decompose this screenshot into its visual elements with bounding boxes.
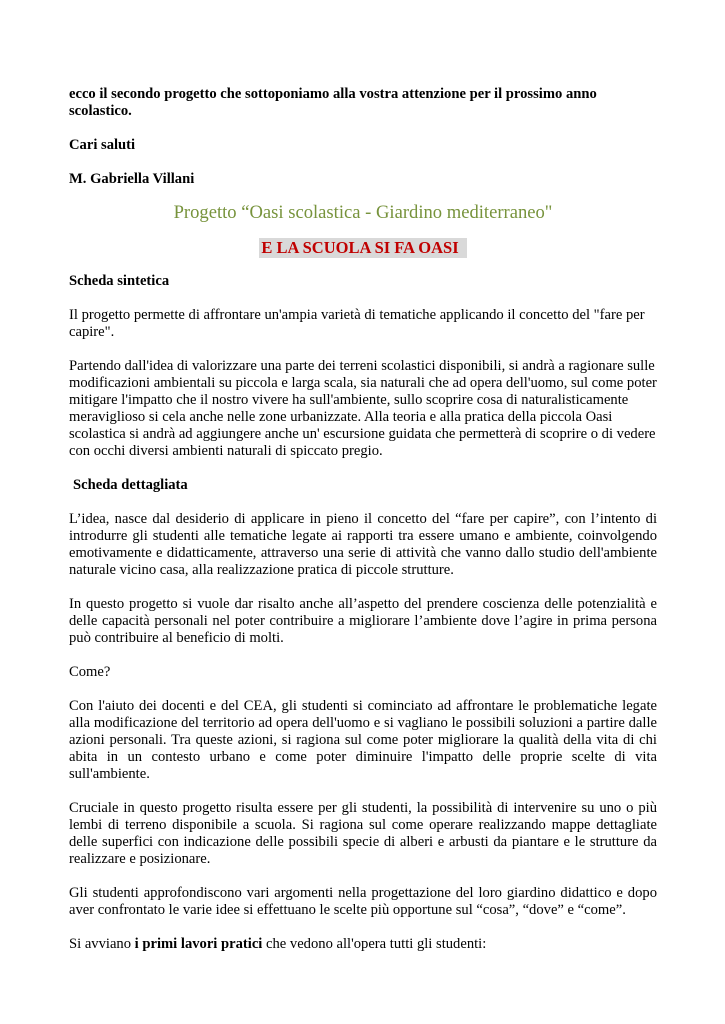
paragraph: In questo progetto si vuole dar risalto anche all’aspetto del prendere coscienza delle potenzialità e delle capacità personali nel poter contribuire a migliorare l’ambiente dove l’agire in prima persona può contribuire al beneficio di molti. bbox=[69, 596, 657, 646]
paragraph: Partendo dall'idea di valorizzare una parte dei terreni scolastici disponibili, si andrà a ragionare sulle modificazioni ambientali su piccola e larga scala, sia naturali che ad opera dell'uomo, sul come poter mitigare l'impatto che il nostro vivere ha sull'ambiente, sullo scoprire cosa di naturalisticamente meraviglioso si cela anche nelle zone urbanizzate. Alla teoria e alla pratica della piccola Oasi scolastica si andrà ad aggiungere anche un' escursione guidata che permetterà di scoprire o di vedere con occhi diversi ambienti naturali di spiccato pregio. bbox=[69, 358, 657, 459]
emphasis-primi-lavori: i primi lavori pratici bbox=[134, 936, 263, 952]
text-fragment: Si avviano bbox=[69, 936, 135, 952]
text-fragment: che vedono all'opera tutti gli studenti: bbox=[262, 936, 487, 952]
paragraph: Con l'aiuto dei docenti e del CEA, gli studenti si cominciato ad affrontare le problematiche legate alla modificazione del territorio ad opera dell'uomo e si vagliano le possibili soluzioni a partire dalle azioni personali. Tra queste azioni, si ragiona sul come poter migliorare la qualità della vita di chi abita in un contesto urbano e come poter diminuire l'impatto delle proprie scelte di vita sull'ambiente. bbox=[69, 698, 657, 782]
document-page bbox=[69, 86, 657, 953]
intro-line: ecco il secondo progetto che sottoponiamo alla vostra attenzione per il prossimo anno scolastico. bbox=[69, 86, 597, 119]
paragraph: Gli studenti approfondiscono vari argomenti nella progettazione del loro giardino didattico e dopo aver confrontato le varie idee si effettuano le scelte più opportune sul “cosa”, “dove” e “come”. bbox=[69, 885, 657, 918]
heading-scheda-sintetica: Scheda sintetica bbox=[69, 273, 170, 289]
heading-scheda-dettagliata: Scheda dettagliata bbox=[73, 477, 188, 493]
subtitle-container bbox=[69, 238, 657, 259]
paragraph: L’idea, nasce dal desiderio di applicare in pieno il concetto del “fare per capire”, con l’intento di introdurre gli studenti alle tematiche legate ai rapporti tra essere umano e ambiente, coinvolgendo emotivamente e didatticamente, attraverso una serie di attività che vanno dallo studio dell'ambiente naturale vicino casa, alla realizzazione pratica di piccole strutture. bbox=[69, 511, 657, 578]
signature: M. Gabriella Villani bbox=[69, 171, 195, 187]
paragraph-last bbox=[69, 936, 657, 953]
greeting: Cari saluti bbox=[69, 137, 136, 153]
project-subtitle: E LA SCUOLA SI FA OASI bbox=[259, 238, 466, 258]
paragraph: Il progetto permette di affrontare un'ampia varietà di tematiche applicando il concetto del "fare per capire". bbox=[69, 307, 645, 340]
paragraph: Cruciale in questo progetto risulta essere per gli studenti, la possibilità di intervenire su uno o più lembi di terreno disponibile a scuola. Si ragiona sul come operare realizzando mappe dettagliate delle superfici con indicazione delle possibili specie di alberi e arbusti da piantare e le strutture da realizzare e posizionare. bbox=[69, 800, 657, 867]
paragraph-come: Come? bbox=[69, 664, 111, 680]
project-title: Progetto “Oasi scolastica - Giardino mediterraneo" bbox=[173, 202, 553, 223]
